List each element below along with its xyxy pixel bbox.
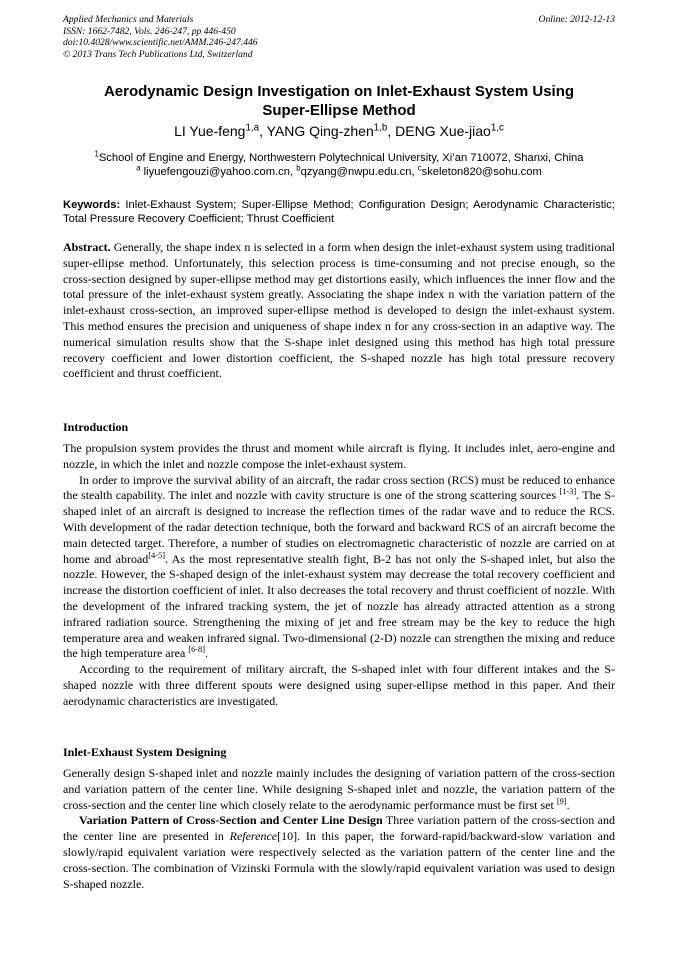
paper-title — [63, 82, 615, 120]
abstract-label: Abstract. — [63, 240, 111, 254]
keywords-label: Keywords: — [63, 199, 121, 211]
title-line-2: Super-Ellipse Method — [262, 102, 416, 119]
online-date: Online: 2012-12-13 — [538, 14, 615, 25]
keywords — [63, 198, 615, 227]
email-link[interactable]: skeleton820@sohu.com — [421, 166, 542, 178]
email-line: $^a$ liyuefengouzi@yahoo.com.cn, $^b$qzyang@nwpu.edu.cn, $^c$skeleton820@sohu.com — [136, 163, 542, 178]
title-line-1: Aerodynamic Design Investigation on Inlet-Exhaust System Using — [103, 83, 575, 100]
design-body — [63, 766, 615, 892]
affiliation-line: $^1$School of Engine and Energy, Northwestern Polytechnical University, Xi’an 710072, Shanxi, China — [94, 149, 584, 164]
design-heading: Inlet-Exhaust System Designing — [63, 745, 227, 759]
paragraph: Generally design S-shaped inlet and nozzle mainly includes the designing of variation pattern of the cross-section and variation pattern of the center line. While designing S-shaped inlet and nozzle, the variation pattern of the cross-section and the center line which closely relate to the aerodynamic performance must be first set [9]. — [63, 766, 615, 812]
paragraph: Variation Pattern of Cross-Section and Center Line Design Three variation pattern of the cross-section and the center line are presented in Reference[10]. In this paper, the forward-rapid/backward-slow variation and slowly/rapid equivalent variation were respectively selected as the variation pattern of the center line and the cross-section. The combination of Vizinski Formula with the slowly/rapid equivalent variation was used to design S-shaped nozzle. — [63, 813, 615, 891]
journal-name: Applied Mechanics and Materials — [63, 14, 194, 25]
paragraph: In order to improve the survival ability of an aircraft, the radar cross section (RCS) must be reduced to enhance the stealth capability. The inlet and nozzle with cavity structure is one of the strong scattering sources [1-3]. The S-shaped inlet of an aircraft is designed to increase the reflection times of the radar wave and to reduce the RCS. With development of the radar detection technique, both the forward and backward RCS of an aircraft become the main detected target. Therefore, a number of studies on electromagnetic characteristic of nozzle are carried on at home and abroad[4-5]. As the most representative stealth fight, B-2 has not only the S-shaped inlet, but also the nozzle. However, the S-shaped design of the inlet-exhaust system may decrease the total recovery coefficient and increase the distortion coefficient of inlet. It also decreases the total recovery and thrust coefficient of nozzle. With the development of the infrared tracking system, the jet of nozzle has already attracted attention as a strong infrared radiation source. Strengthening the mixing of jet and free stream may be the key to reduce the high temperature area and weaken infrared signal. Two-dimensional (2-D) nozzle can strengthen the mixing and reduce the high temperature area [6-8]. — [63, 472, 615, 661]
journal-doi: doi:10.4028/www.scientific.net/AMM.246-247.446 — [63, 37, 258, 49]
journal-header — [63, 14, 483, 60]
abstract-text: Generally, the shape index n is selected in a form when design the inlet-exhaust system using traditional super-ellipse method. Unfortunately, this selection process is time-consuming and not precise enough, so the cross-section designed by super-ellipse method may get distortions easily, which influences the inner flow and the total pressure of the inlet-exhaust system greatly. Associating the shape index n with the variation pattern of the inlet-exhaust cross-section, an improved super-ellipse method is developed to design the inlet-exhaust system. This method ensures the precision and uniqueness of shape index n for any cross-section in an adaptive way. The numerical simulation results show that the S-shape inlet designed using this method has high total pressure recovery coefficient and lower distortion coefficient, the S-shaped nozzle has high total pressure recovery coefficient and thrust coefficient. — [63, 240, 615, 381]
introduction-heading: Introduction — [63, 420, 129, 434]
affiliation — [63, 151, 615, 179]
paragraph: The propulsion system provides the thrust and moment while aircraft is flying. It includes inlet, aero-engine and nozzle, in which the inlet and nozzle compose the inlet-exhaust system. — [63, 441, 615, 471]
author: DENG Xue-jiao$^{1,c}$ — [395, 122, 504, 139]
journal-issn: ISSN: 1662-7482, Vols. 246-247, pp 446-450 — [63, 25, 236, 37]
paragraph: According to the requirement of military aircraft, the S-shaped inlet with four different intakes and the S-shaped nozzle with three different spouts were designed using super-ellipse method in this paper. And their aerodynamic characteristics are investigated. — [63, 662, 615, 708]
author: YANG Qing-zhen$^{1,b}$, — [266, 122, 396, 139]
abstract — [63, 240, 615, 382]
author: LI Yue-feng$^{1,a}$, — [174, 122, 267, 139]
journal-copyright: © 2013 Trans Tech Publications Ltd, Switzerland — [63, 48, 253, 60]
introduction-body — [63, 441, 615, 710]
email-link[interactable]: liyuefengouzi@yahoo.com.cn — [143, 166, 290, 178]
author-list — [63, 123, 615, 140]
email-link[interactable]: qzyang@nwpu.edu.cn — [300, 166, 412, 178]
keywords-text: Inlet-Exhaust System; Super-Ellipse Method; Configuration Design; Aerodynamic Characteristic; Total Pressure Recovery Coefficient; Thrust Coefficient — [63, 199, 615, 226]
